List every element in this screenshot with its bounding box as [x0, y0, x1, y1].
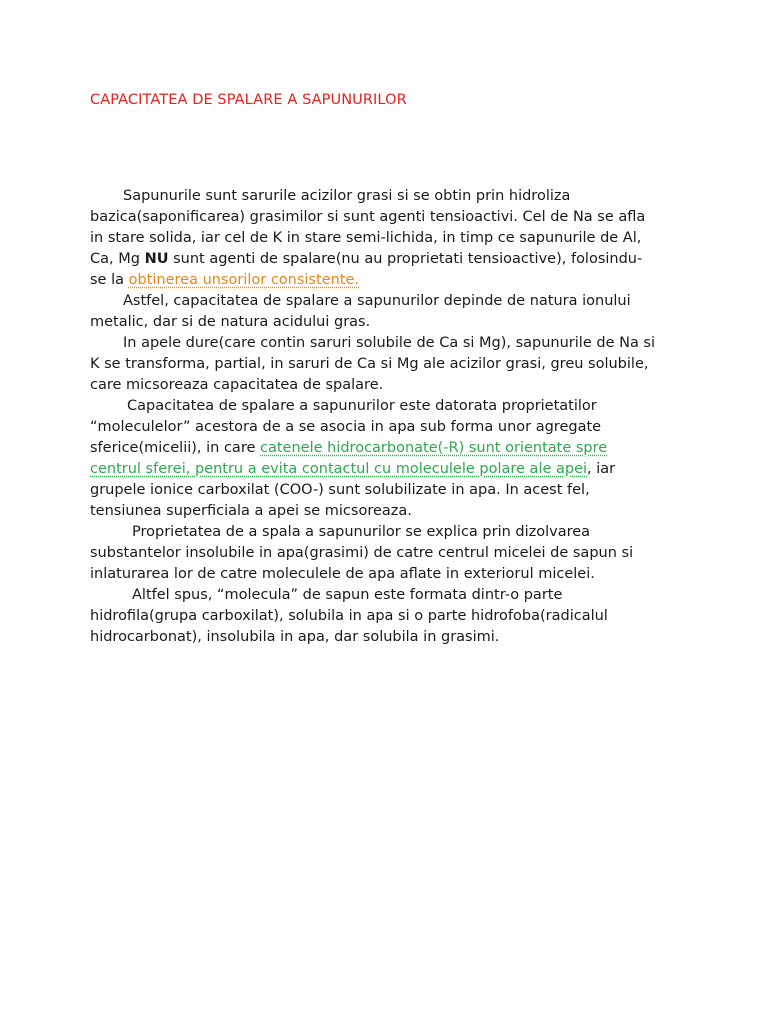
paragraph-1-line-5-pre: se la	[90, 272, 129, 288]
paragraph-4-line-1: Capacitatea de spalare a sapunurilor este datorata proprietatilor	[127, 398, 597, 414]
paragraph-4-line-4-post: , iar	[587, 461, 616, 477]
paragraph-5-line-1: Proprietatea de a spala a sapunurilor se explica prin dizolvarea	[132, 524, 591, 540]
document-title: CAPACITATEA DE SPALARE A SAPUNURILOR	[90, 92, 407, 108]
paragraph-5-line-3: inlaturarea lor de catre moleculele de apa aflate in exteriorul micelei.	[90, 566, 595, 582]
paragraph-4-line-3	[90, 438, 680, 459]
paragraph-3-line-1: In apele dure(care contin saruri solubile de Ca si Mg), sapunurile de Na si	[123, 335, 656, 351]
link-centrul-sferei[interactable]: centrul sferei, pentru a evita contactul cu moleculele polare ale apei	[90, 461, 588, 477]
paragraph-4-line-5: grupele ionice carboxilat (COO-) sunt solubilizate in apa. In acest fel,	[90, 482, 590, 498]
paragraph-6-line-3: hidrocarbonat), insolubila in apa, dar solubila in grasimi.	[90, 629, 500, 645]
paragraph-1-line-1: Sapunurile sunt sarurile acizilor grasi si se obtin prin hidroliza	[123, 188, 571, 204]
link-unsori-consistente[interactable]: obtinerea unsorilor consistente.	[128, 272, 360, 288]
paragraph-1-line-4-post: sunt agenti de spalare(nu au proprietati tensioactive), folosindu-	[168, 251, 643, 267]
paragraph-4-line-6: tensiunea superficiala a apei se micsoreaza.	[90, 503, 412, 519]
paragraph-2-line-2: metalic, dar si de natura acidului gras.	[90, 314, 371, 330]
paragraph-3-line-3: care micsoreaza capacitatea de spalare.	[90, 377, 384, 393]
paragraph-1-line-3: in stare solida, iar cel de K in stare semi-lichida, in timp ce sapunurile de Al,	[90, 230, 642, 246]
paragraph-6-line-2: hidrofila(grupa carboxilat), solubila in apa si o parte hidrofoba(radicalul	[90, 608, 608, 624]
paragraph-6-line-1: Altfel spus, “molecula” de sapun este formata dintr-o parte	[132, 587, 563, 603]
paragraph-4-line-2: “moleculelor” acestora de a se asocia in apa sub forma unor agregate	[90, 419, 602, 435]
paragraph-1-line-2: bazica(saponificarea) grasimilor si sunt agenti tensioactivi. Cel de Na se afla	[90, 209, 646, 225]
paragraph-1-line-4-pre: Ca, Mg	[90, 251, 145, 267]
paragraph-4-line-4	[90, 459, 680, 480]
paragraph-1-line-4	[90, 249, 680, 270]
paragraph-5-line-2: substantelor insolubile in apa(grasimi) de catre centrul micelei de sapun si	[90, 545, 634, 561]
paragraph-4-line-3-pre: sferice(micelii), in care	[90, 440, 260, 456]
emphasis-nu: NU	[144, 251, 169, 267]
link-catene-hidrocarbonate[interactable]: catenele hidrocarbonate(-R) sunt orientate spre	[260, 440, 608, 456]
paragraph-3-line-2: K se transforma, partial, in saruri de Ca si Mg ale acizilor grasi, greu solubile,	[90, 356, 649, 372]
document-body	[90, 186, 680, 648]
paragraph-1-line-5	[90, 270, 680, 291]
paragraph-2-line-1: Astfel, capacitatea de spalare a sapunurilor depinde de natura ionului	[123, 293, 631, 309]
